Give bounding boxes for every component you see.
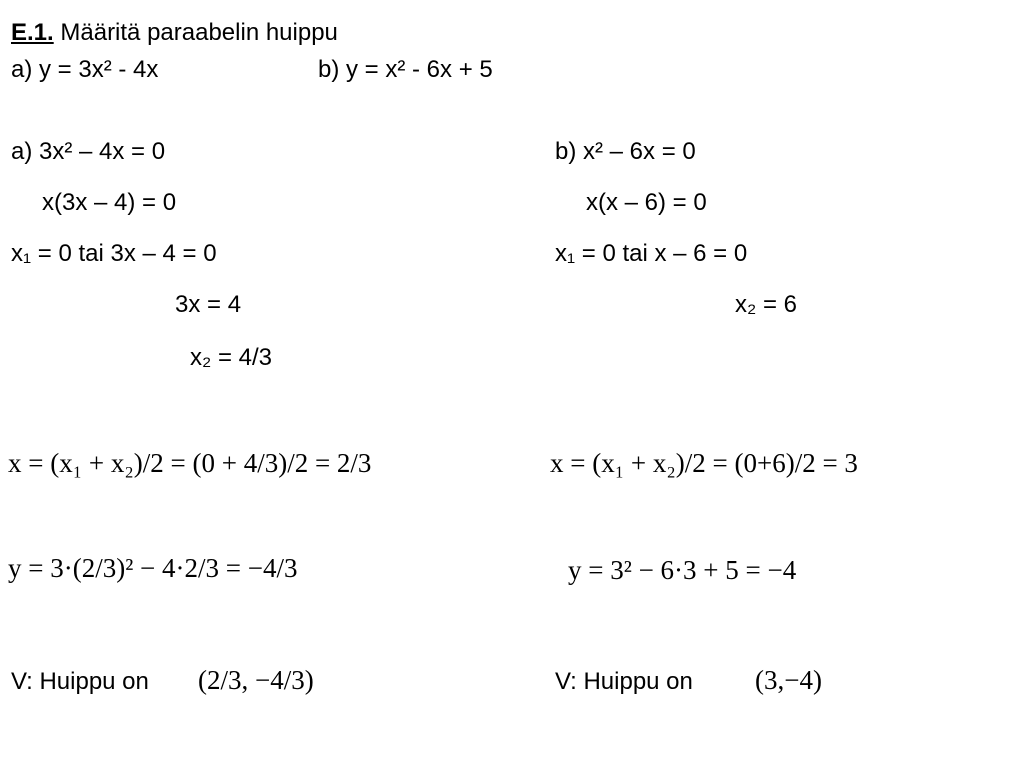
title-label: E.1. [11,19,54,46]
b-eq3: x₁ = 0 tai x – 6 = 0 [555,240,748,267]
b-answer-label: V: Huippu on [555,668,693,695]
slide-title [11,19,338,47]
b-x-formula: x = (x₁ + x₂)/2 = (0+6)/2 = 3 [550,448,858,478]
task-b: b) y = x² - 6x + 5 [318,56,493,83]
b-y-formula: y = 3² − 6·3 + 5 = −4 [568,555,797,585]
task-a: a) y = 3x² - 4x [11,56,159,83]
a-answer-value: (2/3, −4/3) [198,665,314,695]
a-eq4: 3x = 4 [175,291,242,318]
a-eq2: x(3x – 4) = 0 [42,189,177,216]
a-y-formula: y = 3·(2/3)² − 4·2/3 = −4/3 [8,553,298,583]
a-eq5: x₂ = 4/3 [190,344,273,371]
b-eq2: x(x – 6) = 0 [586,189,707,216]
title-text: Määritä paraabelin huippu [60,19,338,46]
b-answer-value: (3,−4) [755,665,822,695]
a-answer-label: V: Huippu on [11,668,149,695]
b-eq4: x₂ = 6 [735,291,798,318]
a-x-formula: x = (x₁ + x₂)/2 = (0 + 4/3)/2 = 2/3 [8,448,372,478]
b-eq1: b) x² – 6x = 0 [555,138,696,165]
a-eq1: a) 3x² – 4x = 0 [11,138,166,165]
a-eq3: x₁ = 0 tai 3x – 4 = 0 [11,240,217,267]
